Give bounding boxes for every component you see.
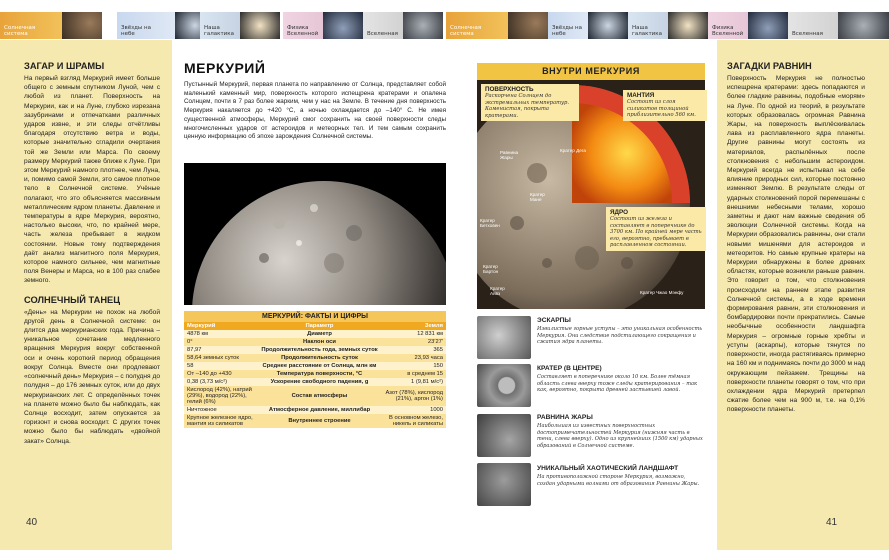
page-number: 41 — [826, 517, 838, 528]
callout-heading: ПОВЕРХНОСТЬ — [485, 86, 534, 93]
table-cell: Ничтожное — [187, 407, 217, 413]
feature-heading: РАВНИНА ЖАРЫ — [537, 414, 593, 421]
feature-thumbnail — [477, 414, 531, 457]
header-tab[interactable]: Звёзды на небе — [117, 12, 175, 39]
table-cell: 87,97 — [187, 347, 202, 353]
table-header-cell: Параметр — [257, 322, 382, 330]
right-sidebar — [717, 40, 889, 550]
table-cell: 23'27' — [427, 339, 443, 345]
sidebar-heading: ЗАГАДКИ РАВНИН — [727, 61, 812, 71]
header-tab[interactable]: Солнечная система — [0, 12, 62, 39]
feature-text: Извилистые горные уступы – это уникальная особенность Меркурия. Они следствие подстилающего сокращения и сжатия ядра планеты. — [537, 326, 703, 346]
header-tab[interactable]: Наша галактика — [628, 12, 668, 39]
surface-label: Равнина Жары — [500, 150, 519, 160]
table-header-cell: Меркурий — [184, 322, 257, 330]
header-tab[interactable] — [240, 12, 280, 39]
page-number: 40 — [26, 517, 38, 528]
table-cell: Кислород (42%), натрий (29%), водород (22%), гелий (6%) — [187, 387, 252, 405]
sidebar-heading: СОЛНЕЧНЫЙ ТАНЕЦ — [24, 294, 121, 305]
surface-label: Кратер Мане — [530, 192, 545, 202]
header-tab[interactable]: Наша галактика — [200, 12, 240, 39]
table-cell: Продолжительность года, земных суток — [261, 347, 378, 353]
table-cell: Внутреннее строение — [288, 418, 351, 424]
intro-text: Пустынный Меркурий, первая планета по направлению от Солнца, представляет собой маленький каменный мир, поверхность которого испещрена кратерами и опалена Солнцем, почти в 7 раз более жарким, чем у нас на Земле. В течение дня поверхность Меркурия накаляется до +420 °C, а ночью охлаждается до –140° С. Не имея существенной атмосферы, Меркурий смог сохранить на своей поверхности следы многочисленных ударов от астероидов и метеорных тел. И тем самым сохранить ценную информацию об эпохе зарождения Солнечной системы. — [184, 81, 446, 141]
feature-thumbnail — [477, 364, 531, 407]
table-cell: От –140 до +430 — [187, 371, 232, 377]
table-row — [184, 338, 446, 346]
feature-text: Составляет в поперечнике около 10 км. Более тёмная область слева вверху тоже следы кратерирования – так как, вероятно, покрыта древней застывшей лавой. — [537, 374, 698, 394]
sidebar-text: На первый взгляд Меркурий имеет больше общего с земным спутником Луной, чем с любой из планет. Поверхность на Меркурии, как и на Луне, глубоко изрезана зазубринами и отпечатками различных ударов извне, и эти следы отчётливы благодаря отсутствию ветра и воды, которые значительно сгладили очертания той же Земли или Марса. По своему размеру Меркурий также ближе к Луне. При этом Меркурий намного плотнее, чем Луна, и, помимо самой Земли, это самое плотное тело в Солнечной системе. Учёные полагают, что это объясняется массивным металлическим ядром планеты. Давление и температуры в ядре Меркурия, вероятно, настолько высоки, что, по крайней мере, часть железа пребывает в жидком состоянии. Новые тому подтверждения даёт анализ магнитного поля Меркурия, которое намного сильнее, чем магнитные поля Венеры и Марса, но в 100 раз слабее земного. — [24, 75, 160, 285]
table-cell: 0,38 (3,73 м/с²) — [187, 379, 228, 385]
feature-heading: ЭСКАРПЫ — [537, 317, 571, 324]
table-cell: 1 (9,81 м/с²) — [410, 379, 443, 385]
header-tab[interactable] — [323, 12, 363, 39]
table-cell: Азот (78%), кислород (21%), аргон (1%) — [385, 390, 443, 402]
table-cell: 1000 — [430, 407, 443, 413]
table-row — [184, 406, 446, 414]
table-cell: 12 831 км — [417, 331, 443, 337]
core-callout — [606, 207, 706, 251]
callout-text: Состоит из железа и составляет в поперечнике до 3700 км. По крайней мере часть его, вероятно, пребывает в расплавленном состоянии. — [610, 216, 702, 249]
surface-label: Кратер Бартон — [483, 264, 499, 274]
table-cell: 150 — [433, 363, 443, 369]
callout-heading: МАНТИЯ — [627, 92, 655, 99]
header-tab[interactable]: Солнечная система — [446, 12, 508, 39]
header-tab[interactable] — [748, 12, 788, 39]
header-tab[interactable] — [62, 12, 102, 39]
page-title: МЕРКУРИЙ — [184, 60, 266, 76]
header-strip — [0, 0, 889, 40]
table-cell: В основном железо, никель и силикаты — [389, 415, 443, 427]
sidebar-text: «День» на Меркурии не похож на любой другой день в Солнечной системе: он длится два меркурианских года. Причина – уникальное сочетание медленного вращения Меркурия вокруг собственной оси и очень короткий период обращения вокруг Солнца. Вместе они продлевают «солнечный день» Меркурия – с полудня до полудня – до 176 земных суток, или до двух меркурианских лет. С определённых точек на планете можно было бы наблюдать, как Солнце восходит, затем опускается за горизонт и снова восходит. С других точек можно было бы наблюдать «двойной закат» Солнца. — [24, 308, 160, 445]
table-header-cell: Земля — [382, 322, 446, 330]
sidebar-text: Поверхность Меркурия не полностью испещрена кратерами: здесь попадаются и более гладкие равнины, подобные «морям» на Луне. По одной из теорий, в результате которых образовалась огромная Равнина Жары, на поверхность выплёскивалась лава из расплавленного ядра планеты. Другие равнины могут состоять из материалов, распылённых после столкновения с небольшим астероидом. Меркурий всегда не испытывал на себе влияние природных сил, которые постоянно изменяют Землю. В результате следы от ударных столкновений порой перемешаны с внешними небесными телами, хорошо заметны и дают нам важные сведения об эволюции Солнечной системы. Когда на Меркурии образовались равнины, они стали новыми мишенями для астероидов и метеоритов. Но самые крупные кратеры на Меркурии обнаружены в более древних областях, которые возникли раньше равнин. Это говорит о том, что столкновения происходили на раннем этапе развития Солнечной системы, а в ходе времени формирования равнин, эти столкновения и бомбардировки почти прекратились. Самые необычные особенности ландшафта Меркурия – огромные горные хребты и уступы (аскарпы), которые тянутся по поверхности, иногда растягиваясь примерно на 160 км и поднимаясь почти до 3000 м над окружающим пейзажем. Трещины на поверхности планеты говорят о том, что при охлаждении ядра Меркурий претерпел сжатие более чем на 900 м, т.е. на 0,1% поверхности планеты. — [727, 75, 865, 414]
header-tab[interactable]: Вселенная — [788, 12, 838, 39]
surface-label: Кратер Айвз — [490, 286, 505, 296]
table-cell: Состав атмосферы — [291, 393, 348, 399]
table-cell: Наклон оси — [303, 339, 336, 345]
table-row — [184, 362, 446, 370]
callout-text: Раскорчена Солнцем до экстремальных температур. Каменистая, покрыта кратерами. — [485, 93, 569, 119]
table-cell: 0° — [187, 339, 193, 345]
header-tab[interactable]: Физика Вселенной — [283, 12, 323, 39]
feature-text: На противоположной стороне Меркурия, возможно, создан ударными волнами от образования Равнины Жары. — [537, 474, 700, 487]
table-cell: Продолжительность суток — [281, 355, 358, 361]
header-tab[interactable] — [668, 12, 708, 39]
table-cell: Температура поверхности, °C — [276, 371, 363, 377]
table-row — [184, 346, 446, 354]
table-cell: Крупное железное ядро, мантия из силикатов — [187, 415, 253, 427]
sidebar-heading: ЗАГАР И ШРАМЫ — [24, 61, 105, 71]
table-row — [184, 414, 446, 428]
table-cell: 23,93 часа — [414, 355, 443, 361]
table-row — [184, 354, 446, 362]
table-cell: Ускорение свободного падения, g — [270, 379, 369, 385]
inside-mercury-title: ВНУТРИ МЕРКУРИЯ — [477, 63, 705, 80]
table-row — [184, 370, 446, 378]
table-cell: Диаметр — [307, 331, 332, 337]
surface-label: Кратер Дега — [560, 148, 586, 153]
header-tab[interactable] — [508, 12, 548, 39]
table-row — [184, 330, 446, 338]
surface-callout — [481, 84, 579, 121]
table-cell: 365 — [433, 347, 443, 353]
table-header-row — [184, 322, 446, 330]
table-row — [184, 378, 446, 386]
feature-thumbnail — [477, 463, 531, 506]
header-tab[interactable]: Физика Вселенной — [708, 12, 748, 39]
table-row — [184, 386, 446, 406]
surface-label: Кратер Чжао Мэнфу — [640, 290, 684, 295]
feature-text: Наибольшая из известных поверхностных достопримечательностей Меркурия (нижняя часть в тени, слева вверху). Одно из крупнейших (1500 км) ударных образований в Солнечной системе. — [537, 423, 703, 449]
facts-title: МЕРКУРИЙ: ФАКТЫ И ЦИФРЫ — [184, 311, 446, 322]
table-cell: Среднее расстояние от Солнца, млн км — [262, 363, 377, 369]
header-tab[interactable] — [838, 12, 889, 39]
header-tab[interactable] — [588, 12, 628, 39]
callout-text: Состоит из слоя силикатов толщиной приблизительно 560 км. — [627, 99, 696, 119]
table-cell: 4878 км — [187, 331, 209, 337]
mercury-photo — [184, 163, 446, 305]
callout-heading: ЯДРО — [610, 209, 629, 216]
header-tab[interactable]: Звёзды на небе — [548, 12, 588, 39]
header-tab[interactable]: Вселенная — [363, 12, 403, 39]
feature-thumbnail — [477, 316, 531, 359]
table-cell: Атмосферное давление, миллибар — [268, 407, 371, 413]
left-sidebar — [0, 40, 172, 550]
facts-table — [184, 322, 446, 428]
table-cell: 58,64 земных суток — [187, 355, 239, 361]
header-tab[interactable] — [403, 12, 443, 39]
feature-heading: УНИКАЛЬНЫЙ ХАОТИЧЕСКИЙ ЛАНДШАФТ — [537, 465, 679, 472]
surface-label: Кратер Бетховен — [480, 218, 500, 228]
mercury-planet-image — [184, 163, 446, 305]
table-cell: 58 — [187, 363, 194, 369]
table-cell: в среднем 15 — [407, 371, 443, 377]
mantle-callout — [623, 90, 707, 121]
feature-heading: КРАТЕР (В ЦЕНТРЕ) — [537, 365, 602, 372]
